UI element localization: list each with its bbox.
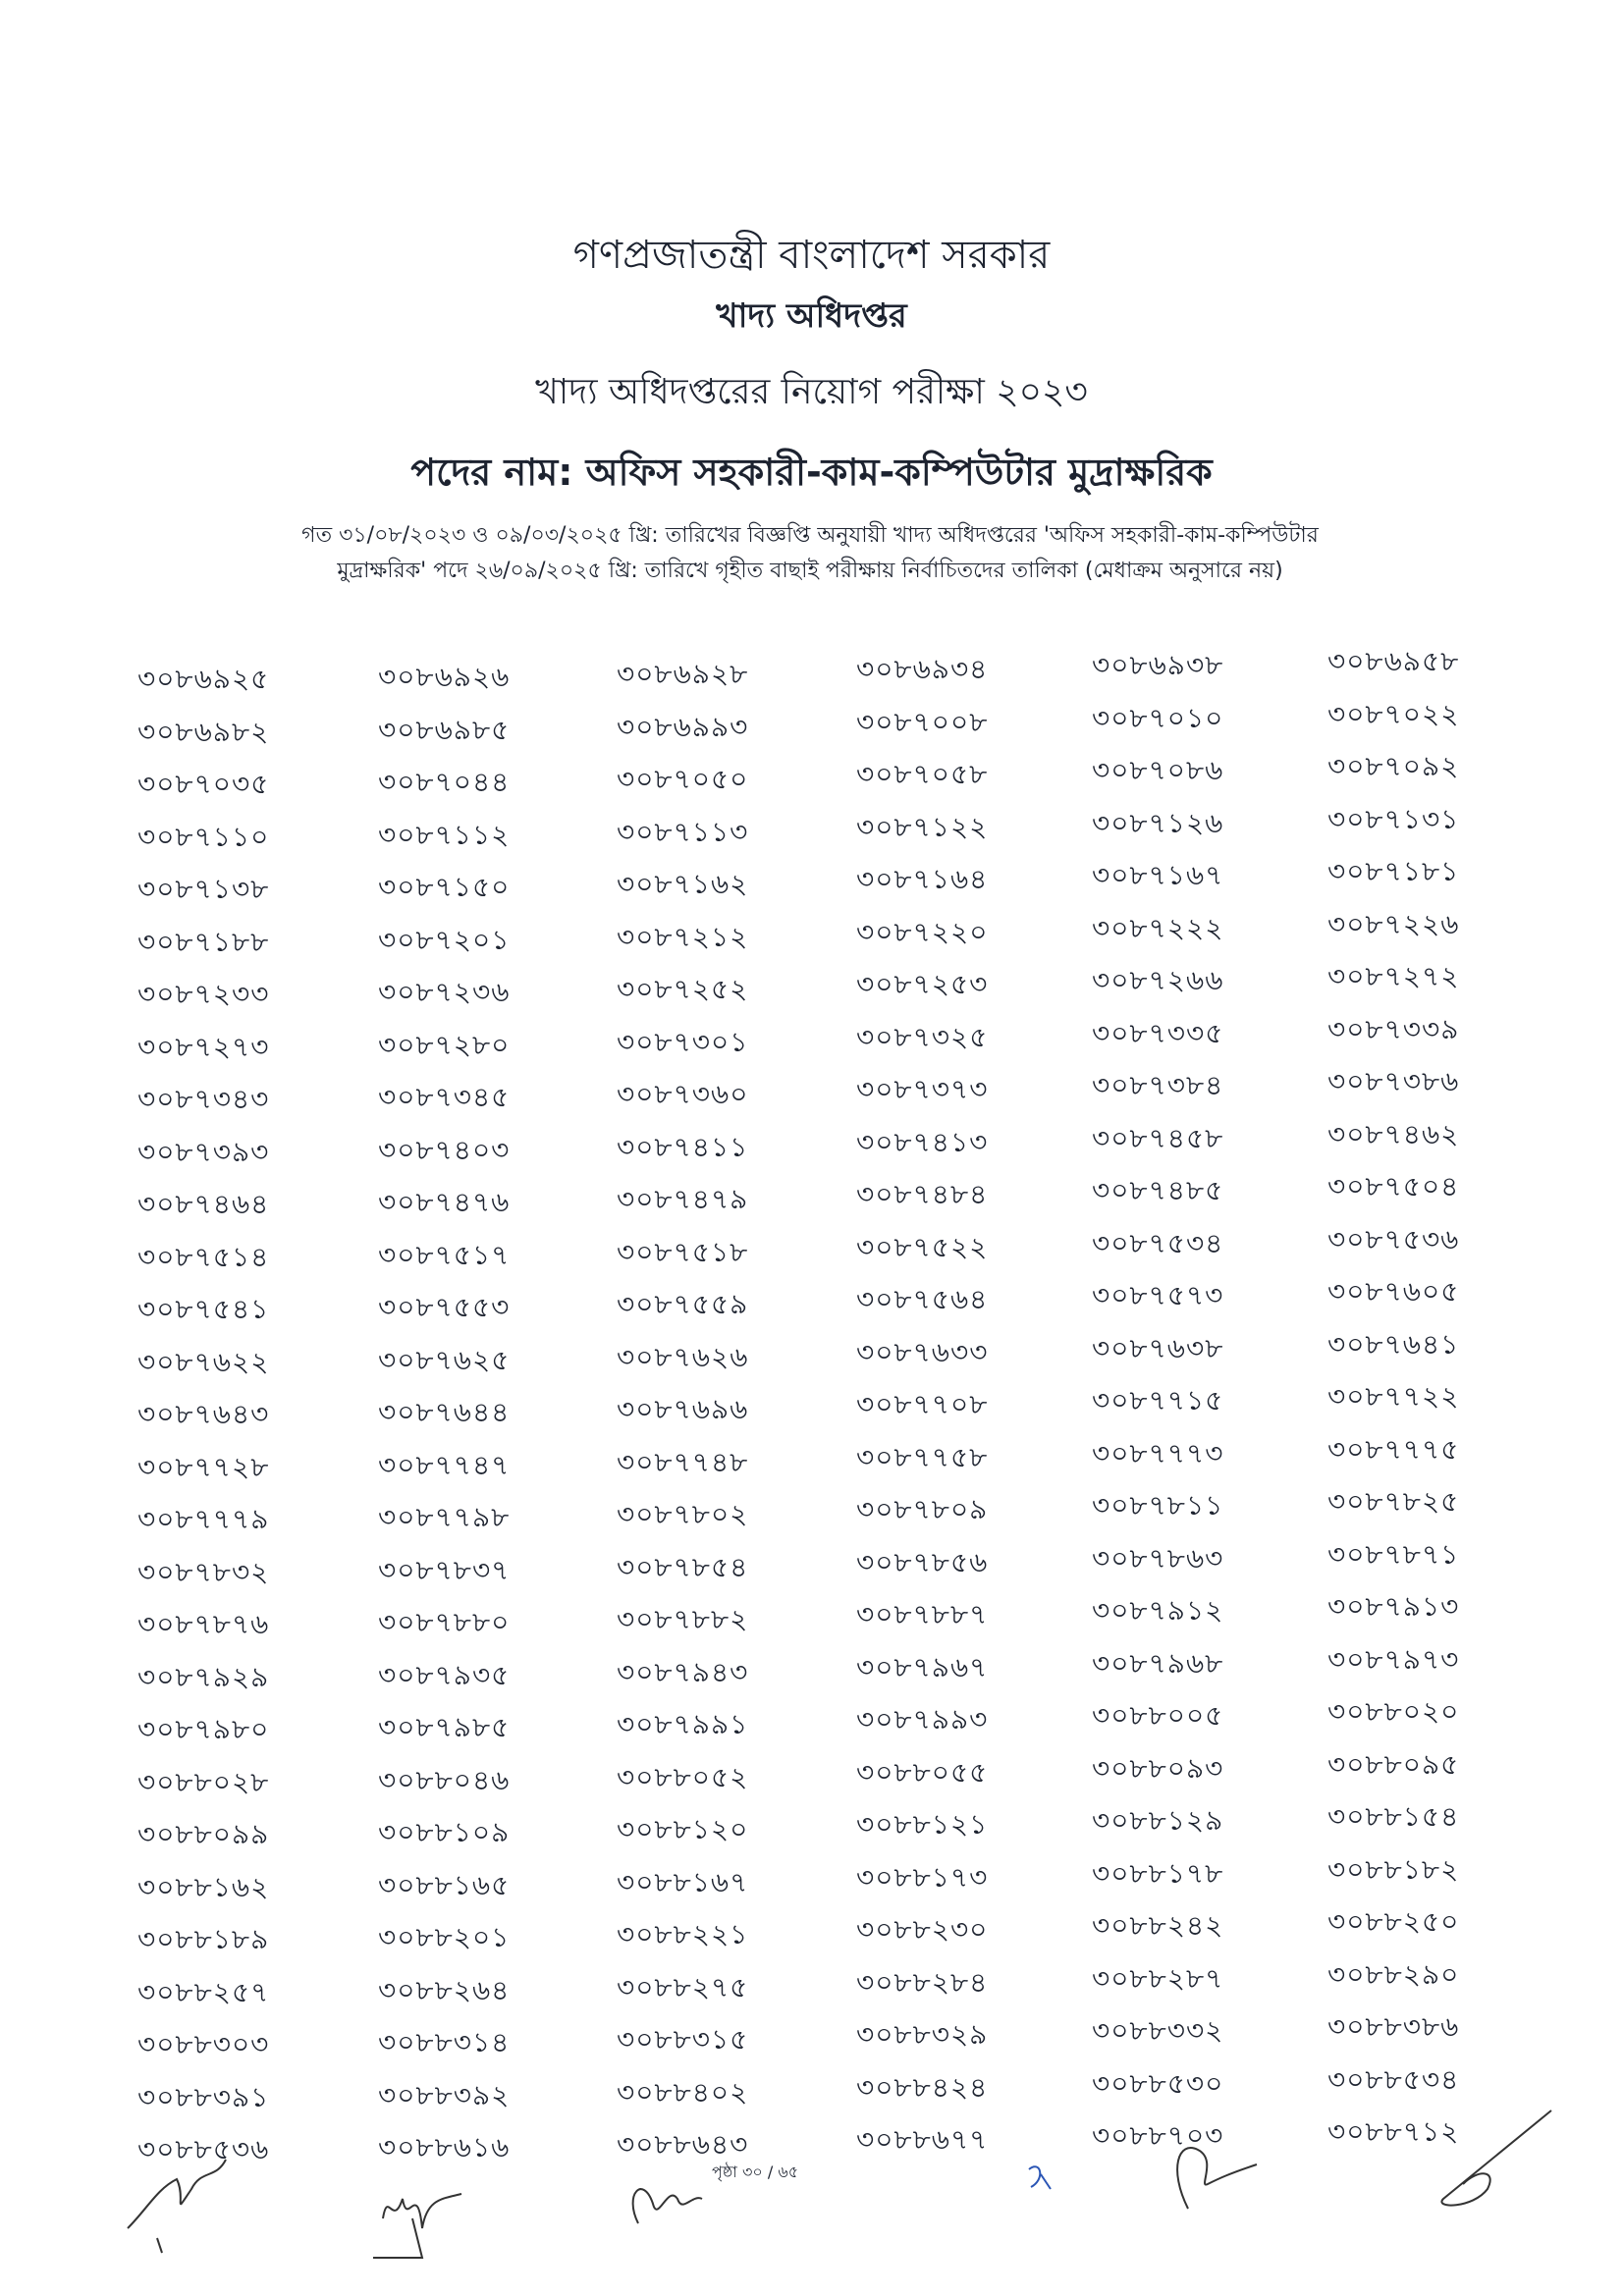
roll-number: ৩০৮৮১৬৭ xyxy=(617,1865,749,1898)
roll-number: ৩০৮৭৯২৯ xyxy=(137,1660,270,1693)
roll-number: ৩০৮৭০৩৫ xyxy=(137,768,270,800)
roll-number: ৩০৮৮০২৮ xyxy=(137,1765,270,1798)
roll-number: ৩০৮৭৮৮৭ xyxy=(856,1598,989,1630)
roll-number: ৩০৮৭৮৫৪ xyxy=(617,1550,749,1583)
initial-mark xyxy=(1021,2160,1060,2199)
roll-number: ৩০৮৭৩৩৯ xyxy=(1327,1012,1460,1045)
roll-number: ৩০৮৭৪৭৯ xyxy=(617,1183,749,1215)
roll-number: ৩০৮৬৯২৮ xyxy=(617,658,749,690)
roll-number: ৩০৮৭৪১৩ xyxy=(856,1125,989,1158)
roll-number: ৩০৮৮৩১৪ xyxy=(378,2026,511,2058)
roll-number: ৩০৮৭১৬২ xyxy=(617,868,749,900)
roll-number: ৩০৮৭৩৩৫ xyxy=(1092,1016,1224,1049)
roll-number: ৩০৮৭৬২৬ xyxy=(617,1340,749,1373)
roll-number: ৩০৮৭০৮৬ xyxy=(1092,754,1224,786)
roll-number: ৩০৮৭৬৩৮ xyxy=(1092,1331,1224,1364)
roll-number: ৩০৮৭৪৫৮ xyxy=(1092,1121,1224,1154)
roll-number: ৩০৮৮১২১ xyxy=(856,1808,989,1841)
roll-number: ৩০৮৮৭০৩ xyxy=(1092,2119,1224,2152)
roll-number: ৩০৮৮০৯৯ xyxy=(137,1818,270,1850)
roll-number: ৩০৮৮৩৩২ xyxy=(1092,2014,1224,2047)
department-title: খাদ্য অধিদপ্তর xyxy=(716,296,907,336)
roll-number: ৩০৮৭২৩৬ xyxy=(378,976,511,1008)
roll-number: ৩০৮৮৫৩৪ xyxy=(1327,2062,1460,2096)
roll-number: ৩০৮৭৩৮৪ xyxy=(1092,1069,1224,1101)
roll-number: ৩০৮৮১০৯ xyxy=(378,1816,511,1848)
roll-number: ৩০৮৭৬৪১ xyxy=(1327,1327,1460,1361)
roll-number: ৩০৮৭২৭৩ xyxy=(137,1030,270,1063)
roll-number: ৩০৮৭৯৬৭ xyxy=(856,1650,989,1683)
roll-number: ৩০৮৮২৭৫ xyxy=(617,1970,749,2003)
roll-number: ৩০৮৭৬৯৬ xyxy=(617,1393,749,1425)
roll-number: ৩০৮৭৯৮০ xyxy=(137,1713,270,1745)
roll-number: ৩০৮৮১৫৪ xyxy=(1327,1800,1460,1833)
roll-number: ৩০৮৭০০৮ xyxy=(856,705,989,738)
roll-number: ৩০৮৭০১০ xyxy=(1092,701,1224,734)
roll-number: ৩০৮৭১৮৮ xyxy=(137,925,270,958)
notice-line-2: মুদ্রাক্ষরিক' পদে ২৬/০৯/২০২৫ খ্রি: তারিখে গৃহীত বাছাই পরীক্ষায় নির্বাচিতদের তালিকা (মেধাক্রম অনুসারে নয়) xyxy=(337,559,1283,583)
roll-number: ৩০৮৬৯৩৮ xyxy=(1092,649,1224,681)
roll-number: ৩০৮৮১৬৫ xyxy=(378,1868,511,1901)
roll-number: ৩০৮৭৫১৭ xyxy=(378,1238,511,1271)
roll-number: ৩০৮৮০২০ xyxy=(1327,1695,1460,1728)
roll-number: ৩০৮৭১১২ xyxy=(378,818,511,851)
roll-number: ৩০৮৭৯১৩ xyxy=(1327,1590,1460,1623)
roll-number: ৩০৮৭৭০৮ xyxy=(856,1388,989,1420)
roll-number: ৩০৮৭৭১৫ xyxy=(1092,1384,1224,1416)
roll-number: ৩০৮৭৯১২ xyxy=(1092,1594,1224,1627)
roll-number: ৩০৮৮৬১৬ xyxy=(378,2131,511,2163)
roll-number: ৩০৮৮১৮২ xyxy=(1327,1852,1460,1886)
roll-number: ৩০৮৭২২২ xyxy=(1092,911,1224,944)
roll-number: ৩০৮৭৮৫৬ xyxy=(856,1545,989,1578)
roll-number: ৩০৮৮৩১৫ xyxy=(617,2023,749,2056)
roll-number: ৩০৮৭৮০২ xyxy=(617,1498,749,1530)
post-title: পদের নাম: অফিস সহকারী-কাম-কম্পিউটার মুদ্রাক্ষরিক xyxy=(410,451,1213,494)
roll-number: ৩০৮৮২৮৭ xyxy=(1092,1961,1224,1995)
roll-number: ৩০৮৭৭২২ xyxy=(1327,1380,1460,1413)
roll-number: ৩০৮৭৩০১ xyxy=(617,1025,749,1058)
roll-number: ৩০৮৭১১০ xyxy=(137,820,270,853)
notice-line-1: গত ৩১/০৮/২০২৩ ও ০৯/০৩/২০২৫ খ্রি: তারিখের বিজ্ঞপ্তি অনুযায়ী খাদ্য অধিদপ্তরের 'অফিস সহকারী-কাম-কম্পিউটার xyxy=(301,523,1319,548)
roll-number: ৩০৮৭৫৫৯ xyxy=(617,1288,749,1320)
roll-number: ৩০৮৭৩৭৩ xyxy=(856,1073,989,1105)
roll-number: ৩০৮৭৪৬২ xyxy=(1327,1117,1460,1150)
signature-5 xyxy=(1394,2101,1561,2218)
roll-number: ৩০৮৭১১৩ xyxy=(617,815,749,848)
roll-number: ৩০৮৭০৫০ xyxy=(617,763,749,795)
roll-number: ৩০৮৭৩৬০ xyxy=(617,1078,749,1110)
signature-3 xyxy=(619,2155,717,2243)
roll-number: ৩০৮৭৫২২ xyxy=(856,1230,989,1263)
roll-number: ৩০৮৭৮০৯ xyxy=(856,1493,989,1525)
roll-number: ৩০৮৮৬৭৭ xyxy=(856,2123,989,2156)
roll-number: ৩০৮৬৯৫৮ xyxy=(1327,645,1460,677)
roll-number: ৩০৮৮৩৮৬ xyxy=(1327,2010,1460,2043)
roll-number: ৩০৮৮১৮৯ xyxy=(137,1923,270,1955)
roll-number: ৩০৮৮৬৪৩ xyxy=(617,2128,749,2161)
roll-number: ৩০৮৭৩৪৩ xyxy=(137,1083,270,1115)
roll-number: ৩০৮৭০২২ xyxy=(1327,697,1460,730)
roll-number: ৩০৮৮৫৩০ xyxy=(1092,2066,1224,2100)
roll-number: ৩০৮৭৯৯৩ xyxy=(856,1703,989,1735)
roll-number: ৩০৮৭৫৬৪ xyxy=(856,1283,989,1315)
roll-number: ৩০৮৬৯৯৩ xyxy=(617,710,749,743)
roll-number: ৩০৮৮২৬৪ xyxy=(378,1973,511,2006)
roll-number: ৩০৮৮০৯৫ xyxy=(1327,1747,1460,1781)
roll-number: ৩০৮৮২৯০ xyxy=(1327,1957,1460,1991)
roll-number: ৩০৮৭৮৮২ xyxy=(617,1603,749,1635)
roll-number: ৩০৮৭৮৩২ xyxy=(137,1555,270,1588)
roll-number: ৩০৮৬৯২৬ xyxy=(378,661,511,693)
roll-number: ৩০৮৭৯৬৮ xyxy=(1092,1646,1224,1680)
roll-number: ৩০৮৭৮৬৩ xyxy=(1092,1541,1224,1575)
roll-number: ৩০৮৭০৯২ xyxy=(1327,750,1460,782)
roll-number: ৩০৮৭২৬৬ xyxy=(1092,964,1224,996)
roll-number: ৩০৮৭৭৭৩ xyxy=(1092,1436,1224,1469)
roll-number: ৩০৮৭১৩১ xyxy=(1327,802,1460,835)
roll-number: ৩০৮৮৪২৪ xyxy=(856,2070,989,2104)
signature-2 xyxy=(363,2160,491,2277)
roll-number: ৩০৮৮৭১২ xyxy=(1327,2115,1460,2148)
roll-number: ৩০৮৭১৮১ xyxy=(1327,855,1460,887)
roll-number: ৩০৮৮২৫০ xyxy=(1327,1905,1460,1938)
roll-number: ৩০৮৭৭৯৮ xyxy=(378,1501,511,1533)
roll-number: ৩০৮৭৮২৫ xyxy=(1327,1485,1460,1518)
roll-number: ৩০৮৭৮৮০ xyxy=(378,1606,511,1638)
roll-number: ৩০৮৭৩৯৩ xyxy=(137,1135,270,1168)
roll-number: ৩০৮৮৩৯২ xyxy=(378,2078,511,2111)
signature-4 xyxy=(1159,2130,1267,2218)
signature-1 xyxy=(118,2150,245,2258)
roll-number: ৩০৮৭৯৭৩ xyxy=(1327,1642,1460,1676)
roll-number: ৩০৮৭৬২৫ xyxy=(378,1343,511,1376)
roll-number: ৩০৮৭৬৪৩ xyxy=(137,1398,270,1430)
roll-number: ৩০৮৭৪৭৬ xyxy=(378,1186,511,1218)
roll-number: ৩০৮৭১৫০ xyxy=(378,871,511,903)
roll-number: ৩০৮৭৮৭৬ xyxy=(137,1608,270,1640)
roll-number: ৩০৮৭৩৪৫ xyxy=(378,1081,511,1113)
roll-number: ৩০৮৭৭২৮ xyxy=(137,1450,270,1483)
roll-number: ৩০৮৭২৮০ xyxy=(378,1028,511,1061)
roll-number: ৩০৮৭০৫৮ xyxy=(856,758,989,790)
roll-number: ৩০৮৮০৫২ xyxy=(617,1760,749,1793)
roll-number: ৩০৮৭২০১ xyxy=(378,923,511,956)
roll-number: ৩০৮৭৬০৫ xyxy=(1327,1275,1460,1308)
roll-number: ৩০৮৭৯৯১ xyxy=(617,1708,749,1740)
roll-number: ৩০৮৮০৯৩ xyxy=(1092,1751,1224,1785)
roll-number: ৩০৮৭২৩৩ xyxy=(137,978,270,1010)
roll-number: ৩০৮৮৪০২ xyxy=(617,2075,749,2109)
roll-number: ৩০৮৭৭৫৮ xyxy=(856,1440,989,1473)
roll-number: ৩০৮৭২২০ xyxy=(856,915,989,948)
roll-number: ৩০৮৬৯৮৫ xyxy=(378,713,511,746)
roll-number: ৩০৮৮৩২৯ xyxy=(856,2018,989,2051)
roll-number: ৩০৮৮২৪২ xyxy=(1092,1909,1224,1942)
roll-number: ৩০৮৭৮১১ xyxy=(1092,1489,1224,1522)
roll-number: ৩০৮৮০৫৫ xyxy=(856,1755,989,1789)
roll-number: ৩০৮৭০৪৪ xyxy=(378,766,511,798)
roll-number: ৩০৮৭৪৮৫ xyxy=(1092,1174,1224,1206)
roll-number: ৩০৮৭৯৪৩ xyxy=(617,1655,749,1688)
roll-number: ৩০৮৭৩২৫ xyxy=(856,1020,989,1053)
roll-number: ৩০৮৭৫০৪ xyxy=(1327,1170,1460,1202)
roll-number: ৩০৮৭৭৭৯ xyxy=(137,1503,270,1535)
roll-number: ৩০৮৭৫১৪ xyxy=(137,1240,270,1273)
roll-number: ৩০৮৭৬৪৪ xyxy=(378,1396,511,1428)
roll-number: ৩০৮৭১৬৭ xyxy=(1092,859,1224,891)
roll-number: ৩০৮৭৭৭৫ xyxy=(1327,1432,1460,1466)
roll-number: ৩০৮৮১২০ xyxy=(617,1813,749,1845)
roll-number: ৩০৮৭২৫৩ xyxy=(856,968,989,1000)
roll-number: ৩০৮৮১৭৩ xyxy=(856,1860,989,1894)
roll-number: ৩০৮৭৫৪১ xyxy=(137,1293,270,1325)
roll-number: ৩০৮৭২২৬ xyxy=(1327,907,1460,940)
roll-number: ৩০৮৮৩০৩ xyxy=(137,2028,270,2060)
roll-number: ৩০৮৬৯৩৪ xyxy=(856,653,989,685)
roll-number: ৩০৮৭২৭২ xyxy=(1327,960,1460,992)
roll-number: ৩০৮৭৯৩৫ xyxy=(378,1658,511,1691)
roll-number: ৩০৮৭৮৩৭ xyxy=(378,1553,511,1586)
roll-number: ৩০৮৭৫৩৪ xyxy=(1092,1226,1224,1259)
roll-number: ৩০৮৬৯৮২ xyxy=(137,715,270,748)
roll-number: ৩০৮৭৫৩৬ xyxy=(1327,1222,1460,1255)
roll-number: ৩০৮৭২৫২ xyxy=(617,973,749,1005)
roll-number: ৩০৮৮১৭৮ xyxy=(1092,1856,1224,1890)
roll-number: ৩০৮৭৫৭৩ xyxy=(1092,1279,1224,1311)
roll-number: ৩০৮৭১৬৪ xyxy=(856,863,989,895)
roll-number: ৩০৮৮০৪৬ xyxy=(378,1763,511,1796)
roll-number: ৩০৮৮২৫৭ xyxy=(137,1975,270,2008)
roll-number: ৩০৮৬৯২৫ xyxy=(137,663,270,695)
roll-number: ৩০৮৭৩৮৬ xyxy=(1327,1065,1460,1097)
roll-number: ৩০৮৭৫১৮ xyxy=(617,1235,749,1268)
roll-number: ৩০৮৭৪১১ xyxy=(617,1130,749,1163)
roll-number: ৩০৮৭১২৬ xyxy=(1092,806,1224,839)
roll-number: ৩০৮৭৭৪৮ xyxy=(617,1445,749,1478)
roll-number: ৩০৮৭২১২ xyxy=(617,920,749,953)
roll-number: ৩০৮৭৪০৩ xyxy=(378,1133,511,1166)
roll-number: ৩০৮৮৫৩৬ xyxy=(137,2133,270,2165)
roll-number: ৩০৮৭৯৮৫ xyxy=(378,1711,511,1743)
roll-number: ৩০৮৭৬২২ xyxy=(137,1345,270,1378)
roll-number: ৩০৮৮২০১ xyxy=(378,1921,511,1953)
roll-number: ৩০৮৭৬৩৩ xyxy=(856,1335,989,1368)
roll-number: ৩০৮৮১৬২ xyxy=(137,1870,270,1903)
page-number: পৃষ্ঠা ৩০ / ৬৫ xyxy=(712,2163,799,2181)
roll-number: ৩০৮৭৪৬৪ xyxy=(137,1188,270,1220)
government-title: গণপ্রজাতন্ত্রী বাংলাদেশ সরকার xyxy=(572,233,1051,278)
roll-number: ৩০৮৮০০৫ xyxy=(1092,1699,1224,1732)
roll-number: ৩০৮৭৫৫৩ xyxy=(378,1291,511,1323)
roll-number: ৩০৮৭৪৮৪ xyxy=(856,1178,989,1210)
roll-number: ৩০৮৮১২৯ xyxy=(1092,1804,1224,1837)
roll-number: ৩০৮৭১৩৮ xyxy=(137,873,270,905)
roll-number: ৩০৮৮২২১ xyxy=(617,1918,749,1950)
roll-number: ৩০৮৭১২২ xyxy=(856,810,989,843)
roll-number: ৩০৮৭৮৭১ xyxy=(1327,1537,1460,1571)
exam-title: খাদ্য অধিদপ্তরের নিয়োগ পরীক্ষা ২০২৩ xyxy=(535,372,1088,412)
roll-number: ৩০৮৮২৩০ xyxy=(856,1913,989,1946)
roll-number: ৩০৮৮৩৯১ xyxy=(137,2080,270,2113)
roll-number: ৩০৮৮২৮৪ xyxy=(856,1965,989,1999)
roll-number: ৩০৮৭৭৪৭ xyxy=(378,1448,511,1481)
